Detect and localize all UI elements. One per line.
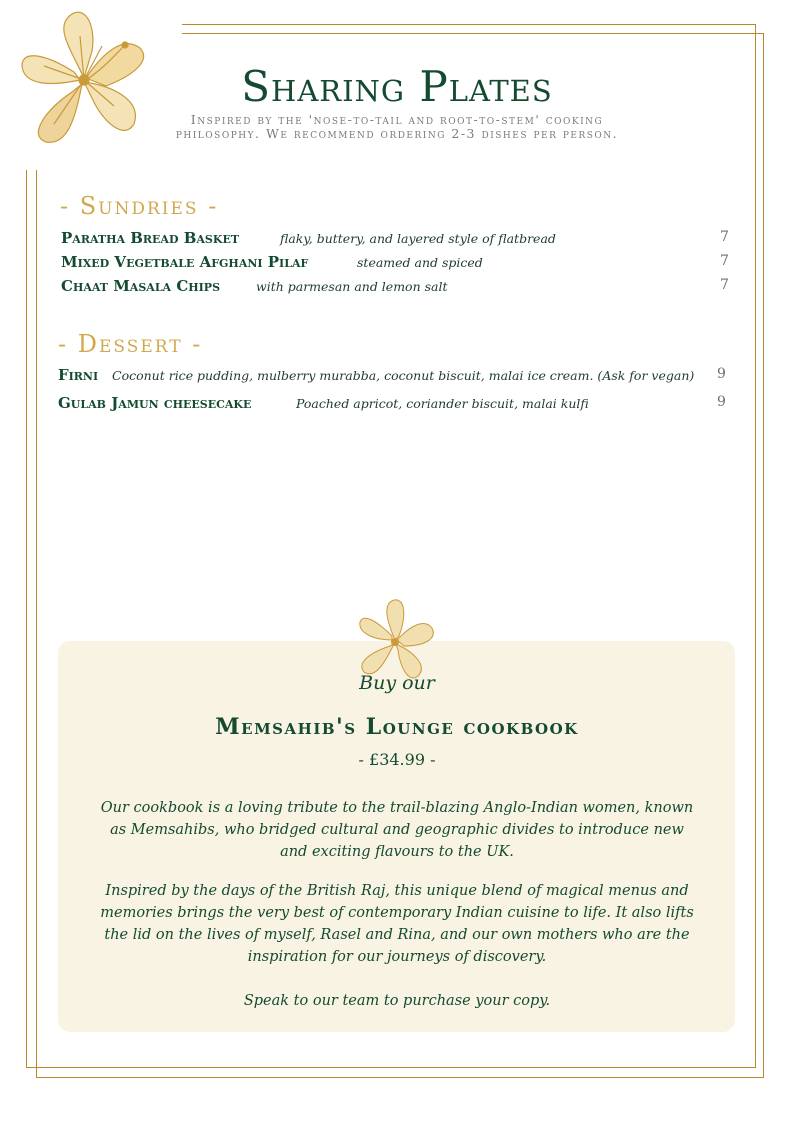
item-description: with parmesan and lemon salt	[256, 279, 448, 294]
promo-paragraph-2: Inspired by the days of the British Raj, this unique blend of magical menus and memories brings the very best of contemporary Indian cuisine to life. It also lifts the lid on the lives of myself, Rasel and Rina, and our own mothers who are the inspiration for our journeys of discovery.	[100, 883, 694, 965]
page-title: Sharing Plates	[241, 62, 553, 111]
subtitle-line-1: Inspired by the 'nose-to-tail and root-to-stem' cooking	[190, 112, 604, 127]
menu-item	[0, 366, 794, 388]
hibiscus-flower-small-icon	[352, 596, 438, 684]
item-description: Coconut rice pudding, mulberry murabba, coconut biscuit, malai ice cream. (Ask for vegan)	[112, 368, 695, 383]
item-price: 7	[720, 253, 729, 269]
item-description: Poached apricot, coriander biscuit, malai kulfi	[296, 396, 589, 411]
item-price: 9	[717, 366, 726, 382]
menu-item	[0, 229, 794, 251]
menu-item	[0, 394, 794, 416]
item-name: Chaat Masala Chips	[61, 277, 221, 295]
cookbook-title: Memsahib's Lounge cookbook	[215, 714, 579, 740]
item-name: Firni	[58, 366, 99, 384]
item-description: flaky, buttery, and layered style of flatbread	[280, 231, 556, 246]
buy-our-script: Buy our	[359, 672, 435, 694]
menu-item	[0, 277, 794, 299]
promo-paragraph-1: Our cookbook is a loving tribute to the trail-blazing Anglo-Indian women, known as Memsahibs, who bridged cultural and geographic divides to introduce new and exciting flavours to the UK.	[100, 800, 694, 860]
item-name: Mixed Vegetbale Afghani Pilaf	[61, 253, 309, 271]
item-price: 7	[720, 277, 729, 293]
section-heading-dessert: - Dessert -	[58, 330, 203, 358]
page-subtitle	[140, 113, 654, 141]
item-description: steamed and spiced	[357, 255, 483, 270]
section-heading-sundries: - Sundries -	[60, 192, 219, 220]
menu-item	[0, 253, 794, 275]
subtitle-line-2: philosophy. We recommend ordering 2-3 dishes per person.	[175, 126, 619, 141]
promo-paragraph-3: Speak to our team to purchase your copy.	[243, 993, 551, 1009]
item-price: 7	[720, 229, 729, 245]
item-price: 9	[717, 394, 726, 410]
item-name: Gulab Jamun cheesecake	[58, 394, 252, 412]
item-name: Paratha Bread Basket	[61, 229, 240, 247]
cookbook-price: - £34.99 -	[358, 750, 436, 769]
